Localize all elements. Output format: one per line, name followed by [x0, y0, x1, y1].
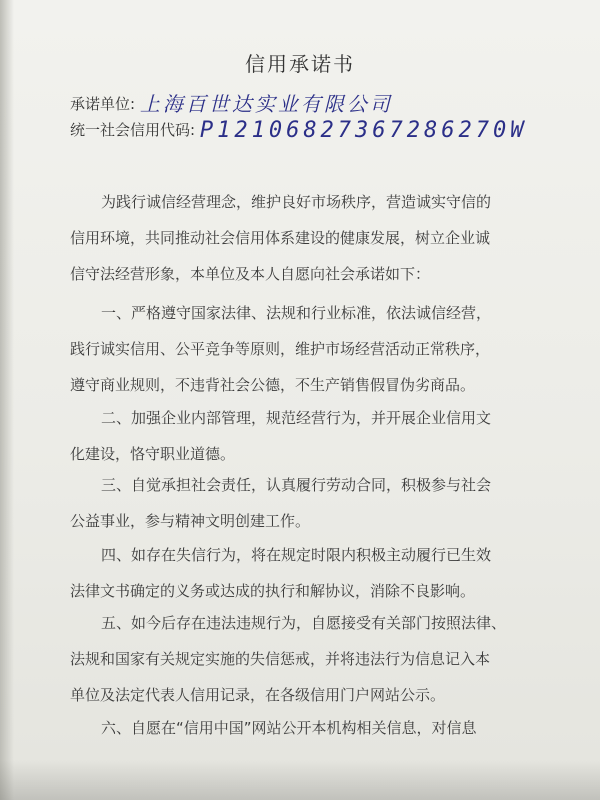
document-title: 信用承诺书: [245, 52, 355, 76]
credit-code-label: 统一社会信用代码:: [70, 121, 196, 139]
paragraph-line: 践行诚实信用、公平竞争等原则，维护市场经营活动正常秩序，: [70, 340, 491, 358]
unit-row: [70, 88, 393, 117]
paragraph-line: 信守法经营形象，本单位及本人自愿向社会承诺如下：: [70, 265, 431, 283]
paragraph-line: 二、加强企业内部管理，规范经营行为，并开展企业信用文: [101, 409, 492, 427]
paragraph-line: 信用环境，共同推动社会信用体系建设的健康发展，树立企业诚: [70, 229, 491, 247]
paragraph-line: 法规和国家有关规定实施的失信惩戒，并将违法行为信息记入本: [70, 650, 491, 668]
paragraph-line: 六、自愿在“信用中国”网站公开本机构相关信息，对信息: [101, 719, 477, 737]
paragraph-line: 法律文书确定的义务或达成的执行和解协议，消除不良影响。: [70, 582, 476, 600]
paragraph-intro: [70, 184, 540, 292]
paragraph-line: 五、如今后存在违法违规行为，自愿接受有关部门按照法律、: [101, 614, 507, 632]
paragraph-line: 化建设，恪守职业道德。: [70, 445, 236, 463]
paragraph-line: 单位及法定代表人信用记录，在各级信用门户网站公示。: [70, 686, 446, 704]
unit-label: 承诺单位:: [70, 95, 136, 113]
page-bottom-shadow: [0, 760, 600, 800]
unit-handwritten-value: 上海百世达实业有限公司: [139, 92, 393, 116]
credit-code-handwritten-value: P12106827367286270W: [199, 118, 528, 143]
paragraph-line: 公益事业，参与精神文明创建工作。: [70, 512, 311, 530]
paragraph-line: 四、如存在失信行为，将在规定时限内积极主动履行已生效: [101, 546, 492, 564]
paragraph-2: [70, 400, 540, 472]
paragraph-1: [70, 295, 540, 403]
paragraph-4: [70, 537, 540, 609]
credit-code-row: [70, 118, 528, 143]
paragraph-line: 遵守商业规则，不违背社会公德，不生产销售假冒伪劣商品。: [70, 376, 476, 394]
paragraph-line: 一、严格遵守国家法律、法规和行业标准，依法诚信经营，: [101, 304, 492, 322]
paragraph-6: [70, 710, 540, 746]
paragraph-3: [70, 467, 540, 539]
page-edge-shadow: [0, 0, 14, 800]
paragraph-5: [70, 605, 540, 713]
paragraph-line: 三、自觉承担社会责任，认真履行劳动合同，积极参与社会: [101, 476, 492, 494]
paragraph-line: 为践行诚信经营理念，维护良好市场秩序，营造诚实守信的: [101, 193, 492, 211]
